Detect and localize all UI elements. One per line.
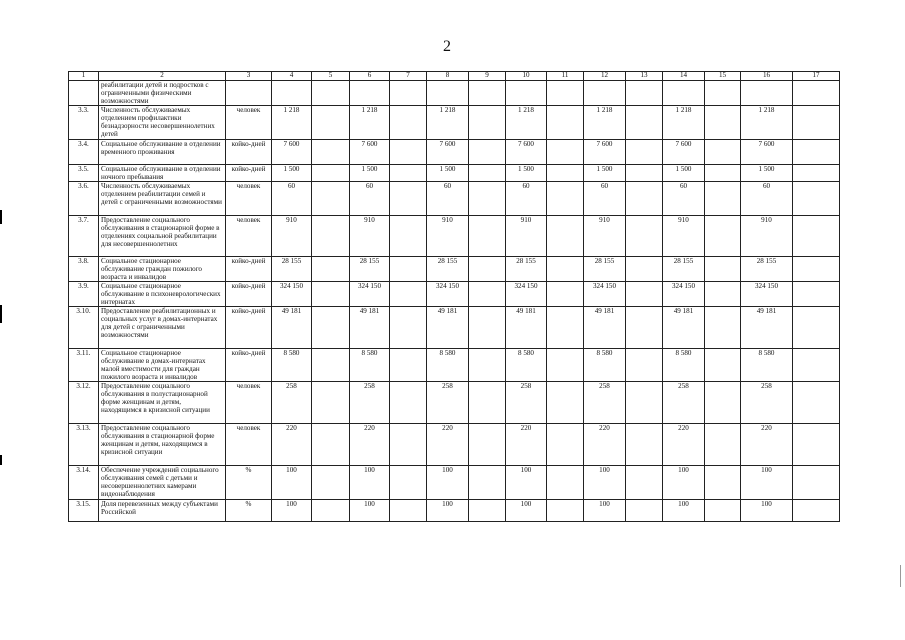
empty-cell (547, 257, 584, 282)
row-number-cell (69, 81, 99, 106)
indicator-name-cell: Предоставление социального обслуживания в стационарной форме в отделениях социальной реабилитации для несовершеннолетних (99, 216, 226, 257)
value-cell: 28 155 (350, 257, 390, 282)
header-cell: 15 (705, 72, 741, 81)
value-cell: 1 218 (272, 106, 312, 140)
value-cell: 100 (663, 466, 705, 500)
indicator-name-cell: Социальное стационарное обслуживание в домах-интернатах малой вместимости для граждан пожилого возраста и инвалидов (99, 349, 226, 382)
value-cell (584, 81, 626, 106)
value-cell: 220 (427, 424, 469, 466)
unit-cell: койко-дней (226, 307, 272, 349)
value-cell: 1 218 (427, 106, 469, 140)
empty-cell (312, 500, 350, 522)
binding-mark (0, 210, 2, 224)
binding-mark (0, 305, 2, 323)
empty-cell (547, 382, 584, 424)
empty-cell (547, 140, 584, 165)
unit-cell (226, 81, 272, 106)
value-cell: 49 181 (584, 307, 626, 349)
value-cell: 1 218 (741, 106, 793, 140)
value-cell: 100 (584, 466, 626, 500)
empty-cell (705, 216, 741, 257)
empty-cell (705, 140, 741, 165)
table-row (69, 466, 840, 500)
value-cell: 220 (272, 424, 312, 466)
empty-cell (469, 500, 506, 522)
value-cell: 220 (584, 424, 626, 466)
empty-cell (547, 500, 584, 522)
value-cell: 100 (663, 500, 705, 522)
empty-cell (390, 500, 427, 522)
empty-cell (793, 500, 840, 522)
empty-cell (626, 307, 663, 349)
table-row (69, 106, 840, 140)
empty-cell (469, 257, 506, 282)
unit-cell: койко-дней (226, 282, 272, 307)
empty-cell (793, 424, 840, 466)
value-cell: 1 218 (584, 106, 626, 140)
empty-cell (312, 165, 350, 182)
value-cell: 910 (350, 216, 390, 257)
value-cell: 7 600 (584, 140, 626, 165)
empty-cell (469, 424, 506, 466)
empty-cell (469, 216, 506, 257)
value-cell: 1 500 (506, 165, 547, 182)
empty-cell (626, 106, 663, 140)
value-cell (663, 81, 705, 106)
value-cell (427, 81, 469, 106)
empty-cell (547, 182, 584, 216)
empty-cell (705, 257, 741, 282)
unit-cell: % (226, 466, 272, 500)
empty-cell (626, 466, 663, 500)
value-cell: 28 155 (741, 257, 793, 282)
empty-cell (547, 349, 584, 382)
empty-cell (390, 182, 427, 216)
indicator-name-cell: Доля перевезенных между субъектами Российской (99, 500, 226, 522)
indicator-name-cell: Предоставление социального обслуживания в полустационарной форме женщинам и детям, находящимся в кризисной ситуации (99, 382, 226, 424)
row-number-cell: 3.9. (69, 282, 99, 307)
value-cell: 8 580 (427, 349, 469, 382)
indicator-name-cell: Социальное стационарное обслуживание граждан пожилого возраста и инвалидов (99, 257, 226, 282)
row-number-cell: 3.15. (69, 500, 99, 522)
header-cell: 13 (626, 72, 663, 81)
data-table (68, 71, 840, 522)
empty-cell (547, 424, 584, 466)
value-cell: 7 600 (350, 140, 390, 165)
header-cell: 9 (469, 72, 506, 81)
value-cell: 8 580 (272, 349, 312, 382)
table-row (69, 140, 840, 165)
value-cell: 49 181 (506, 307, 547, 349)
empty-cell (626, 165, 663, 182)
value-cell: 100 (427, 466, 469, 500)
value-cell: 220 (350, 424, 390, 466)
indicator-name-cell: Социальное стационарное обслуживание в психоневрологических интернатах (99, 282, 226, 307)
empty-cell (390, 307, 427, 349)
table-row (69, 382, 840, 424)
empty-cell (705, 382, 741, 424)
empty-cell (705, 466, 741, 500)
empty-cell (312, 140, 350, 165)
value-cell: 1 500 (272, 165, 312, 182)
empty-cell (547, 165, 584, 182)
header-cell: 10 (506, 72, 547, 81)
table-row (69, 349, 840, 382)
empty-cell (390, 216, 427, 257)
empty-cell (705, 165, 741, 182)
table-row (69, 500, 840, 522)
value-cell: 28 155 (663, 257, 705, 282)
table-body (69, 72, 840, 522)
row-number-cell: 3.8. (69, 257, 99, 282)
header-cell: 2 (99, 72, 226, 81)
header-cell: 16 (741, 72, 793, 81)
value-cell: 100 (741, 466, 793, 500)
row-number-cell: 3.6. (69, 182, 99, 216)
value-cell: 258 (741, 382, 793, 424)
header-cell: 5 (312, 72, 350, 81)
empty-cell (626, 424, 663, 466)
empty-cell (793, 382, 840, 424)
indicator-name-cell: Численность обслуживаемых отделением профилактики безнадзорности несовершеннолетних детей (99, 106, 226, 140)
value-cell: 28 155 (427, 257, 469, 282)
value-cell: 8 580 (506, 349, 547, 382)
value-cell: 220 (741, 424, 793, 466)
table-row (69, 257, 840, 282)
empty-cell (793, 140, 840, 165)
empty-cell (705, 424, 741, 466)
value-cell: 910 (272, 216, 312, 257)
value-cell: 7 600 (741, 140, 793, 165)
row-number-cell: 3.4. (69, 140, 99, 165)
header-cell: 8 (427, 72, 469, 81)
value-cell: 8 580 (350, 349, 390, 382)
value-cell: 258 (427, 382, 469, 424)
value-cell: 60 (350, 182, 390, 216)
empty-cell (469, 81, 506, 106)
empty-cell (705, 282, 741, 307)
value-cell: 1 500 (663, 165, 705, 182)
empty-cell (547, 282, 584, 307)
unit-cell: человек (226, 106, 272, 140)
empty-cell (312, 466, 350, 500)
row-number-cell: 3.13. (69, 424, 99, 466)
value-cell (741, 81, 793, 106)
value-cell: 28 155 (506, 257, 547, 282)
value-cell: 1 500 (584, 165, 626, 182)
value-cell: 1 500 (427, 165, 469, 182)
value-cell: 1 218 (350, 106, 390, 140)
empty-cell (705, 500, 741, 522)
empty-cell (793, 466, 840, 500)
header-cell: 11 (547, 72, 584, 81)
header-cell: 4 (272, 72, 312, 81)
empty-cell (793, 349, 840, 382)
value-cell: 49 181 (427, 307, 469, 349)
value-cell: 258 (584, 382, 626, 424)
empty-cell (390, 382, 427, 424)
value-cell: 258 (272, 382, 312, 424)
value-cell: 258 (506, 382, 547, 424)
indicator-name-cell: Численность обслуживаемых отделением реабилитации семей и детей с ограниченными возможностями (99, 182, 226, 216)
empty-cell (469, 349, 506, 382)
value-cell: 49 181 (663, 307, 705, 349)
empty-cell (390, 165, 427, 182)
value-cell: 28 155 (272, 257, 312, 282)
empty-cell (793, 307, 840, 349)
value-cell: 100 (584, 500, 626, 522)
value-cell: 910 (741, 216, 793, 257)
value-cell (272, 81, 312, 106)
indicator-name-cell: Предоставление реабилитационных и социальных услуг в домах-интернатах для детей с ограниченными возможностями (99, 307, 226, 349)
empty-cell (547, 106, 584, 140)
value-cell: 60 (272, 182, 312, 216)
empty-cell (390, 140, 427, 165)
empty-cell (547, 466, 584, 500)
unit-cell: человек (226, 382, 272, 424)
empty-cell (705, 182, 741, 216)
empty-cell (469, 382, 506, 424)
value-cell: 7 600 (427, 140, 469, 165)
unit-cell: койко-дней (226, 257, 272, 282)
header-cell: 14 (663, 72, 705, 81)
value-cell: 910 (427, 216, 469, 257)
row-number-cell: 3.5. (69, 165, 99, 182)
value-cell: 8 580 (741, 349, 793, 382)
value-cell: 324 150 (272, 282, 312, 307)
empty-cell (312, 349, 350, 382)
value-cell: 324 150 (663, 282, 705, 307)
row-number-cell: 3.12. (69, 382, 99, 424)
value-cell: 324 150 (427, 282, 469, 307)
table-row (69, 282, 840, 307)
empty-cell (469, 466, 506, 500)
table-row (69, 165, 840, 182)
empty-cell (469, 282, 506, 307)
empty-cell (312, 382, 350, 424)
value-cell: 100 (427, 500, 469, 522)
row-number-cell: 3.7. (69, 216, 99, 257)
unit-cell: койко-дней (226, 165, 272, 182)
empty-cell (626, 257, 663, 282)
value-cell: 7 600 (272, 140, 312, 165)
empty-cell (547, 307, 584, 349)
empty-cell (312, 424, 350, 466)
empty-cell (390, 349, 427, 382)
unit-cell: человек (226, 182, 272, 216)
row-number-cell: 3.14. (69, 466, 99, 500)
value-cell: 60 (663, 182, 705, 216)
header-cell: 3 (226, 72, 272, 81)
value-cell: 910 (584, 216, 626, 257)
value-cell: 60 (506, 182, 547, 216)
value-cell: 28 155 (584, 257, 626, 282)
value-cell: 100 (272, 466, 312, 500)
empty-cell (626, 500, 663, 522)
empty-cell (469, 106, 506, 140)
empty-cell (705, 349, 741, 382)
value-cell: 100 (741, 500, 793, 522)
table-row (69, 182, 840, 216)
unit-cell: человек (226, 216, 272, 257)
empty-cell (793, 81, 840, 106)
unit-cell: койко-дней (226, 140, 272, 165)
empty-cell (312, 81, 350, 106)
empty-cell (793, 182, 840, 216)
unit-cell: человек (226, 424, 272, 466)
value-cell: 60 (427, 182, 469, 216)
value-cell: 258 (663, 382, 705, 424)
empty-cell (312, 307, 350, 349)
value-cell: 8 580 (584, 349, 626, 382)
page-number: 2 (443, 38, 451, 55)
value-cell: 100 (350, 466, 390, 500)
row-number-cell: 3.11. (69, 349, 99, 382)
value-cell: 324 150 (506, 282, 547, 307)
value-cell: 7 600 (663, 140, 705, 165)
value-cell: 49 181 (741, 307, 793, 349)
value-cell: 324 150 (350, 282, 390, 307)
empty-cell (312, 182, 350, 216)
empty-cell (469, 182, 506, 216)
table-row (69, 216, 840, 257)
empty-cell (626, 216, 663, 257)
table-row (69, 81, 840, 106)
value-cell: 8 580 (663, 349, 705, 382)
empty-cell (793, 216, 840, 257)
empty-cell (626, 349, 663, 382)
empty-cell (547, 81, 584, 106)
empty-cell (469, 165, 506, 182)
table-header-row (69, 72, 840, 81)
empty-cell (312, 106, 350, 140)
binding-mark (0, 455, 2, 465)
value-cell: 910 (663, 216, 705, 257)
empty-cell (312, 282, 350, 307)
row-number-cell: 3.10. (69, 307, 99, 349)
value-cell (506, 81, 547, 106)
empty-cell (312, 257, 350, 282)
empty-cell (626, 182, 663, 216)
value-cell: 220 (506, 424, 547, 466)
data-table-container (68, 71, 839, 522)
header-cell: 17 (793, 72, 840, 81)
value-cell: 49 181 (350, 307, 390, 349)
value-cell: 100 (506, 500, 547, 522)
empty-cell (390, 466, 427, 500)
empty-cell (793, 106, 840, 140)
empty-cell (626, 140, 663, 165)
empty-cell (793, 282, 840, 307)
empty-cell (793, 257, 840, 282)
empty-cell (705, 307, 741, 349)
value-cell: 49 181 (272, 307, 312, 349)
empty-cell (390, 424, 427, 466)
value-cell (350, 81, 390, 106)
empty-cell (469, 140, 506, 165)
unit-cell: койко-дней (226, 349, 272, 382)
indicator-name-cell: Обеспечение учреждений социального обслуживания семей с детьми и несовершеннолетних камерами видеонаблюдения (99, 466, 226, 500)
value-cell: 910 (506, 216, 547, 257)
value-cell: 324 150 (584, 282, 626, 307)
header-cell: 6 (350, 72, 390, 81)
value-cell: 100 (272, 500, 312, 522)
header-cell: 1 (69, 72, 99, 81)
table-row (69, 424, 840, 466)
value-cell: 1 500 (741, 165, 793, 182)
empty-cell (547, 216, 584, 257)
value-cell: 258 (350, 382, 390, 424)
empty-cell (626, 81, 663, 106)
value-cell: 60 (741, 182, 793, 216)
indicator-name-cell: реабилитации детей и подростков с ограниченными физическими возможностями (99, 81, 226, 106)
empty-cell (793, 165, 840, 182)
empty-cell (390, 81, 427, 106)
empty-cell (626, 282, 663, 307)
value-cell: 100 (506, 466, 547, 500)
header-cell: 7 (390, 72, 427, 81)
value-cell: 1 218 (663, 106, 705, 140)
empty-cell (390, 257, 427, 282)
scan-edge-mark (900, 565, 901, 587)
value-cell: 1 218 (506, 106, 547, 140)
indicator-name-cell: Предоставление социального обслуживания в стационарной форме женщинам и детям, находящимся в кризисной ситуации (99, 424, 226, 466)
value-cell: 324 150 (741, 282, 793, 307)
value-cell: 1 500 (350, 165, 390, 182)
empty-cell (469, 307, 506, 349)
empty-cell (390, 282, 427, 307)
value-cell: 7 600 (506, 140, 547, 165)
value-cell: 220 (663, 424, 705, 466)
value-cell: 60 (584, 182, 626, 216)
unit-cell: % (226, 500, 272, 522)
empty-cell (626, 382, 663, 424)
indicator-name-cell: Социальное обслуживание в отделении временного проживания (99, 140, 226, 165)
empty-cell (705, 81, 741, 106)
empty-cell (390, 106, 427, 140)
indicator-name-cell: Социальное обслуживание в отделении ночного пребывания (99, 165, 226, 182)
row-number-cell: 3.3. (69, 106, 99, 140)
empty-cell (705, 106, 741, 140)
value-cell: 100 (350, 500, 390, 522)
empty-cell (312, 216, 350, 257)
header-cell: 12 (584, 72, 626, 81)
table-row (69, 307, 840, 349)
